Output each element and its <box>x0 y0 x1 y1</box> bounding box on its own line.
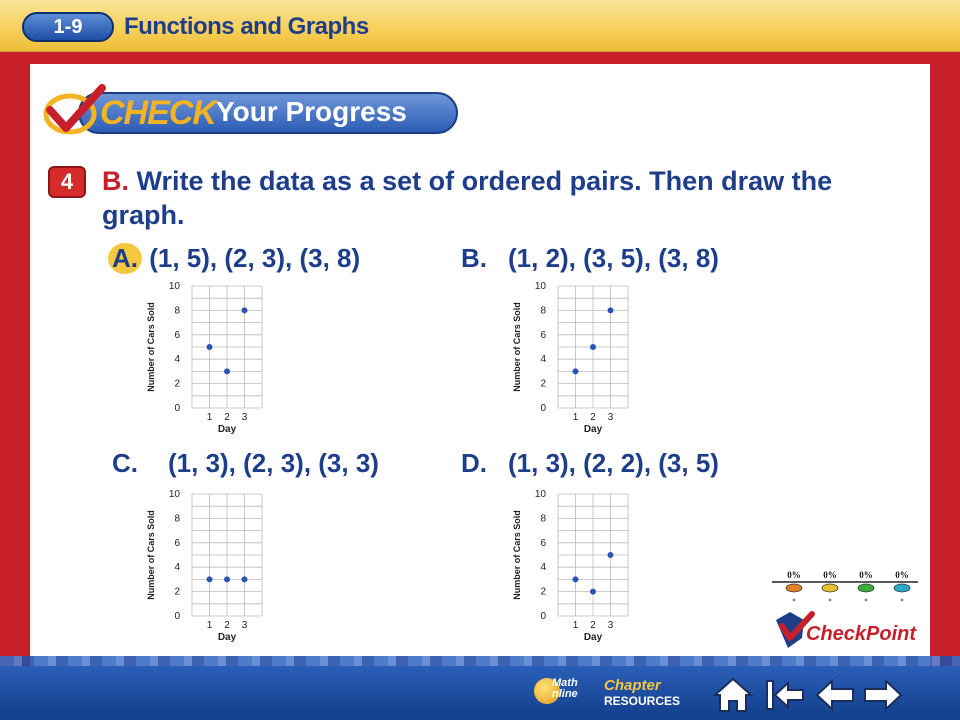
home-button[interactable] <box>712 676 754 714</box>
graph-b <box>508 282 638 442</box>
choice-a[interactable] <box>108 243 360 274</box>
x-tick-label: 2 <box>224 412 230 423</box>
poll-percent: 0% <box>895 570 909 580</box>
math-online-button[interactable] <box>530 676 592 714</box>
checkpoint-logo[interactable] <box>772 608 922 654</box>
data-point <box>207 344 213 350</box>
y-tick-label: 4 <box>540 562 546 574</box>
x-tick-label: 1 <box>206 412 213 423</box>
x-axis-label: Day <box>583 424 603 435</box>
y-axis-label: Number of Cars Sold <box>512 510 522 600</box>
data-point <box>590 344 596 350</box>
chapter-label: Chapter <box>604 677 661 694</box>
x-axis-label: Day <box>217 632 237 643</box>
poll-dot <box>865 599 868 602</box>
data-point <box>242 576 248 582</box>
x-tick-label: 3 <box>607 620 614 631</box>
y-tick-label: 2 <box>540 378 546 390</box>
choice-b-letter[interactable]: B. <box>461 243 487 273</box>
question-text <box>102 164 922 232</box>
choice-d-pairs[interactable]: (1, 3), (2, 2), (3, 5) <box>508 448 719 478</box>
x-axis-label: Day <box>583 632 603 643</box>
previous-slide-button[interactable] <box>814 676 856 714</box>
y-tick-label: 2 <box>174 586 180 598</box>
y-axis-label: Number of Cars Sold <box>512 302 522 392</box>
y-tick-label: 8 <box>174 513 180 525</box>
poll-dot <box>901 599 904 602</box>
question-number-badge: 4 <box>48 166 86 198</box>
poll-widget <box>770 568 920 608</box>
banner-check-text: CHECK <box>100 94 216 132</box>
graph-a <box>142 282 272 442</box>
checkpoint-label: CheckPoint <box>806 623 917 645</box>
poll-dot <box>829 599 832 602</box>
y-tick-label: 2 <box>174 378 180 390</box>
poll-marker-icon <box>786 584 802 592</box>
check-your-progress-banner <box>40 84 458 138</box>
x-tick-label: 1 <box>572 412 579 423</box>
math-online-label: Math nline <box>552 677 578 700</box>
first-slide-button[interactable] <box>764 676 806 714</box>
x-tick-label: 2 <box>590 412 596 423</box>
poll-percent: 0% <box>859 570 873 580</box>
y-tick-label: 4 <box>540 354 546 366</box>
data-point <box>224 576 230 582</box>
y-tick-label: 10 <box>534 489 546 500</box>
data-point <box>573 576 579 582</box>
choice-a-letter: A. <box>108 243 142 274</box>
x-tick-label: 1 <box>572 620 579 631</box>
y-tick-label: 8 <box>174 305 180 317</box>
question-body: Write the data as a set of ordered pairs. Then draw the graph. <box>102 166 833 230</box>
poll-marker-icon <box>894 584 910 592</box>
y-axis-label: Number of Cars Sold <box>146 510 156 600</box>
y-tick-label: 0 <box>174 611 180 622</box>
choice-d-letter[interactable]: D. <box>461 448 487 478</box>
x-tick-label: 3 <box>607 412 614 423</box>
data-point <box>242 307 248 313</box>
poll-dot <box>793 599 796 602</box>
y-tick-label: 6 <box>174 537 180 549</box>
choice-b-pairs[interactable]: (1, 2), (3, 5), (3, 8) <box>508 243 719 273</box>
y-tick-label: 4 <box>174 562 180 574</box>
data-point <box>207 576 213 582</box>
y-tick-label: 10 <box>168 489 180 500</box>
question-part: B. <box>102 166 129 196</box>
data-point <box>224 368 230 374</box>
resources-label: RESOURCES <box>604 694 681 708</box>
choice-c-pairs[interactable]: (1, 3), (2, 3), (3, 3) <box>168 448 379 478</box>
home-icon <box>712 676 754 714</box>
poll-marker-icon <box>822 584 838 592</box>
x-tick-label: 3 <box>241 412 248 423</box>
poll-percent: 0% <box>787 570 801 580</box>
y-tick-label: 4 <box>174 354 180 366</box>
data-point <box>590 589 596 595</box>
x-tick-label: 3 <box>241 620 248 631</box>
lesson-title: Functions and Graphs <box>124 13 369 40</box>
choice-a-pairs: (1, 5), (2, 3), (3, 8) <box>149 243 361 273</box>
y-tick-label: 10 <box>168 281 180 292</box>
y-tick-label: 6 <box>540 329 546 341</box>
y-tick-label: 8 <box>540 305 546 317</box>
graph-d <box>508 490 638 650</box>
first-slide-icon <box>764 676 806 714</box>
poll-percent: 0% <box>823 570 837 580</box>
data-point <box>573 368 579 374</box>
next-slide-icon <box>862 676 904 714</box>
y-tick-label: 0 <box>540 611 546 622</box>
y-tick-label: 10 <box>534 281 546 292</box>
y-tick-label: 6 <box>174 329 180 341</box>
y-tick-label: 2 <box>540 586 546 598</box>
banner-your-progress-text: Your Progress <box>216 96 407 127</box>
data-point <box>608 307 614 313</box>
y-axis-label: Number of Cars Sold <box>146 302 156 392</box>
data-point <box>608 552 614 558</box>
chapter-resources-button[interactable] <box>604 678 680 709</box>
x-tick-label: 1 <box>206 620 213 631</box>
x-axis-label: Day <box>217 424 237 435</box>
next-slide-button[interactable] <box>862 676 904 714</box>
x-tick-label: 2 <box>590 620 596 631</box>
y-tick-label: 0 <box>540 403 546 414</box>
graph-c <box>142 490 272 650</box>
right-red-border <box>930 52 960 720</box>
lesson-number-badge: 1-9 <box>22 12 114 42</box>
poll-marker-icon <box>858 584 874 592</box>
y-tick-label: 6 <box>540 537 546 549</box>
x-tick-label: 2 <box>224 620 230 631</box>
previous-slide-icon <box>814 676 856 714</box>
lesson-header <box>0 0 960 52</box>
y-tick-label: 0 <box>174 403 180 414</box>
y-tick-label: 8 <box>540 513 546 525</box>
choice-c-letter[interactable]: C. <box>112 448 138 478</box>
left-red-border <box>0 0 30 720</box>
